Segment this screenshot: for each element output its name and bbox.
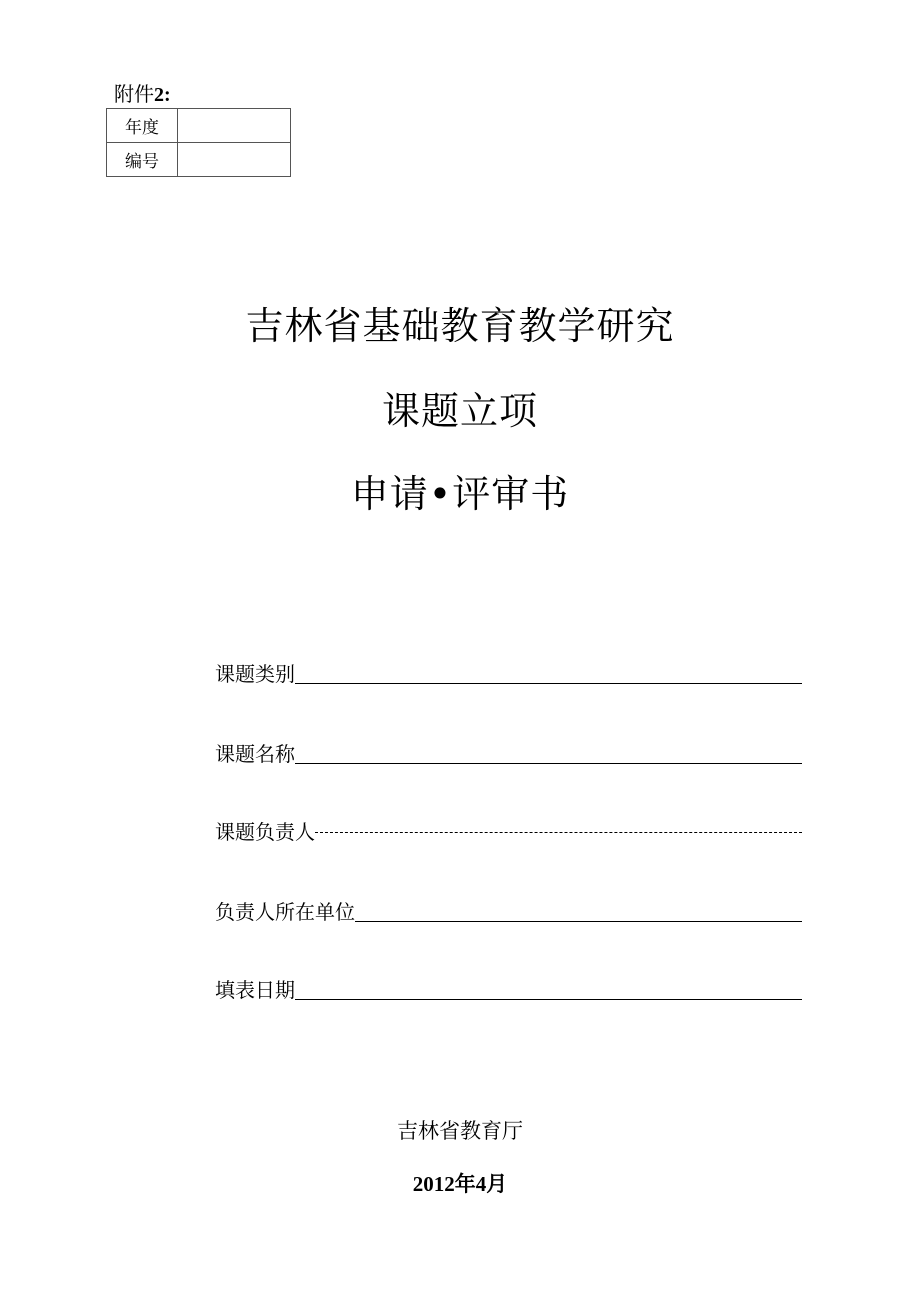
field-leader-line[interactable] — [315, 832, 802, 833]
field-unit-label: 负责人所在单位 — [215, 900, 355, 924]
title-line-3: 申请•评审书 — [350, 472, 570, 516]
issue-date: 2012年4月 — [412, 1172, 508, 1196]
field-unit-line[interactable] — [355, 921, 802, 922]
title-line-2: 课题立项 — [381, 389, 538, 433]
title-line-1: 吉林省基础教育教学研究 — [245, 304, 675, 348]
field-name-line[interactable] — [295, 763, 802, 764]
attachment-label — [114, 80, 171, 109]
field-leader-label: 课题负责人 — [215, 820, 315, 844]
field-category-line[interactable] — [295, 683, 802, 684]
field-name-label: 课题名称 — [215, 742, 295, 766]
meta-row-number — [107, 143, 291, 177]
year-value[interactable] — [178, 109, 291, 143]
issuer: 吉林省教育厅 — [397, 1119, 523, 1143]
attachment-prefix: 附件 — [114, 82, 154, 106]
field-category-label: 课题类别 — [215, 662, 295, 686]
meta-row-year — [107, 109, 291, 143]
field-category — [215, 660, 802, 688]
field-fill-date — [215, 976, 802, 1004]
field-name — [215, 740, 802, 768]
attachment-number: 2: — [154, 84, 171, 106]
number-value[interactable] — [178, 143, 291, 177]
meta-table — [106, 108, 291, 177]
field-fill-date-label: 填表日期 — [215, 978, 295, 1002]
field-leader — [215, 818, 802, 846]
field-unit — [215, 898, 802, 926]
number-label: 编号 — [107, 143, 178, 177]
field-fill-date-line[interactable] — [295, 999, 802, 1000]
year-label: 年度 — [107, 109, 178, 143]
